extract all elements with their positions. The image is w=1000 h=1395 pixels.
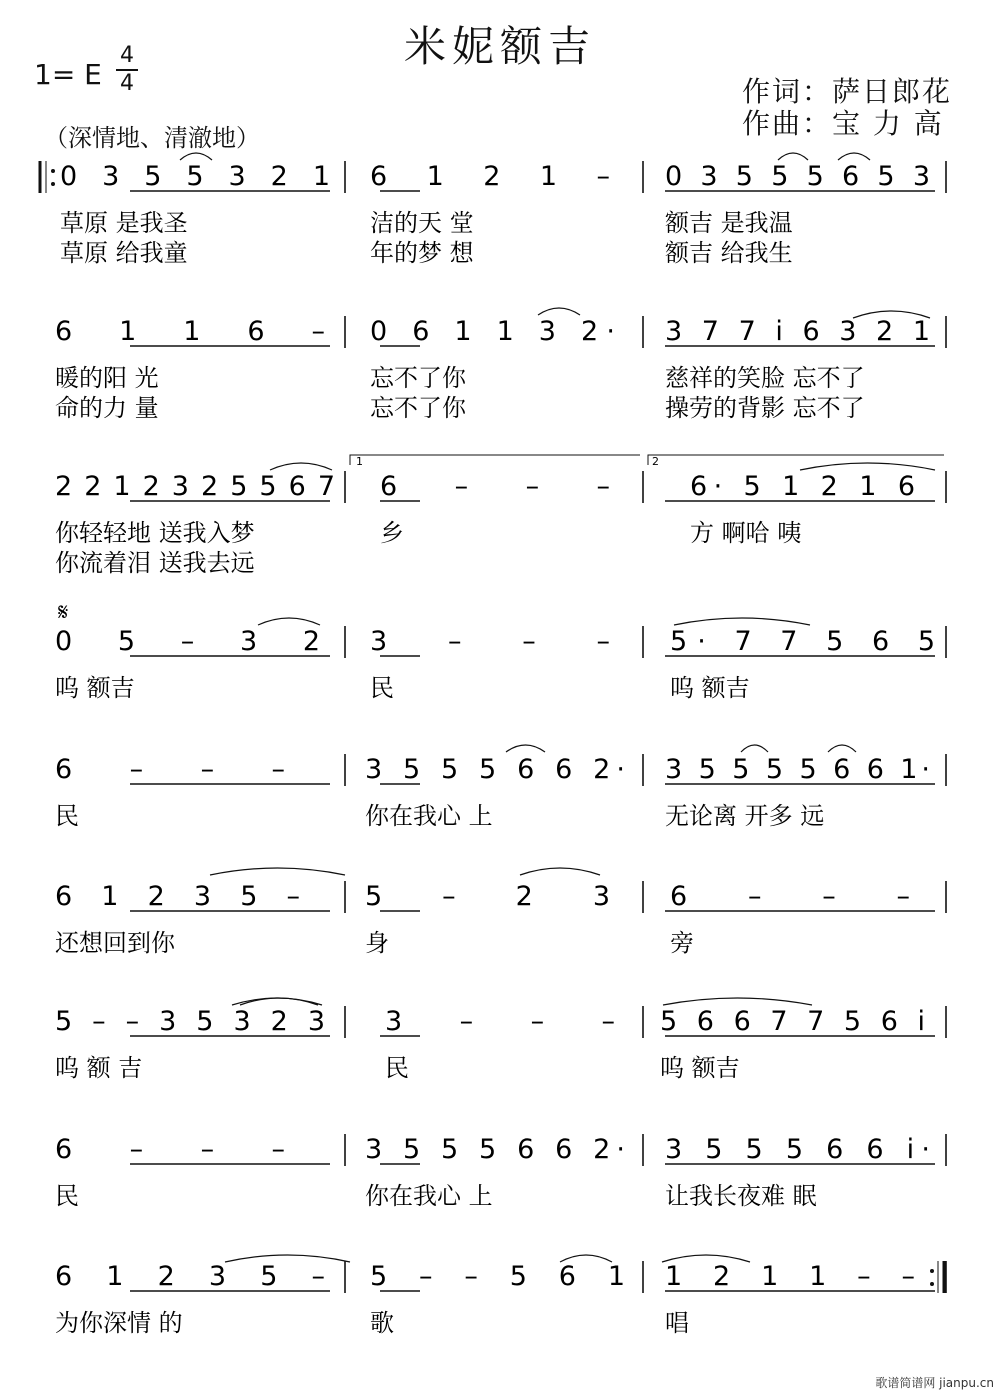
measure-notes: 6 1 2 1 – (370, 161, 610, 192)
lyric-line: 命的力 量 (55, 394, 159, 422)
lyric-line: 身 (365, 929, 389, 957)
lyric-line: 呜 额吉 (660, 1054, 740, 1082)
measure-notes: 0 3 5 5 5 6 5 3 (665, 161, 930, 192)
lyric-line: 乡 (380, 519, 404, 547)
lyric-line: 民 (385, 1054, 409, 1082)
volta-number: 1 (356, 455, 363, 468)
slur (210, 868, 345, 875)
lyric-line: 年的梦 想 (370, 239, 474, 267)
lyric-line: 操劳的背影 忘不了 (665, 394, 865, 422)
measure-notes: 6· 5 1 2 1 6 (690, 471, 915, 502)
measure-notes: 5 – 2 3 (365, 881, 610, 912)
slur (240, 998, 318, 1005)
lyric-line: 额吉 给我生 (665, 239, 793, 267)
slur (778, 153, 808, 160)
repeat-dot (51, 182, 55, 186)
slur (838, 153, 870, 160)
lyric-line: 洁的天 堂 (370, 209, 474, 237)
lyric-line: 为你深情 的 (55, 1309, 183, 1337)
slur (828, 745, 856, 752)
lyric-line: 草原 给我童 (60, 239, 188, 267)
repeat-dot (51, 169, 55, 173)
key-signature: 1= E (34, 58, 102, 91)
slur (180, 153, 212, 160)
time-signature-top: 4 (120, 43, 134, 68)
measure-notes: 6 – – – (670, 881, 910, 912)
song-title: 米妮额吉 (403, 22, 596, 71)
measure-notes: 3 5 5 5 6 6 2· (365, 1134, 625, 1165)
measure-notes: 5· 7 7 5 6 5 (670, 626, 935, 657)
measure-notes: 6 – – – (55, 1134, 285, 1165)
volta-bracket-1 (350, 455, 640, 465)
lyric-line: 让我长夜难 眠 (665, 1182, 817, 1210)
measure-notes: 6 – – – (55, 754, 285, 785)
lyric-line: 你在我心 上 (365, 802, 493, 830)
lyric-line: 额吉 是我温 (665, 209, 793, 237)
measure-notes: 3 5 5 5 6 6 i· (665, 1134, 930, 1165)
slur (741, 745, 768, 752)
lyric-line: 民 (370, 674, 394, 702)
measure-notes: 3 5 5 5 5 6 6 1· (665, 754, 930, 785)
lyric-line: 民 (55, 1182, 79, 1210)
measure-notes: 0 3 5 5 3 2 1 (60, 161, 330, 192)
slur (800, 463, 935, 470)
time-signature-bottom: 4 (120, 71, 134, 96)
lyricist: 作词：萨日郎花 (742, 75, 953, 108)
repeat-dot (930, 1269, 934, 1273)
expression-marking: （深情地、清澈地） (44, 124, 260, 152)
lyric-line: 还想回到你 (55, 929, 175, 957)
lyric-line: 方 啊哈 咦 (690, 519, 802, 547)
lyric-line: 你在我心 上 (365, 1182, 493, 1210)
lyric-line: 忘不了你 (370, 364, 466, 392)
lyric-line: 呜 额吉 (670, 674, 750, 702)
measure-notes: 0 5 – 3 2 (55, 626, 320, 657)
measure-notes: 3 – – – (370, 626, 610, 657)
slur (270, 463, 332, 470)
measure-notes: 6 1 1 6 – (55, 316, 325, 347)
lyric-line: 你轻轻地 送我入梦 (55, 519, 255, 547)
lyric-line: 旁 (670, 929, 694, 957)
volta-number: 2 (652, 455, 659, 468)
measure-notes: 0 6 1 1 3 2· (370, 316, 615, 347)
measure-notes: 5 – – 5 6 1 (370, 1261, 625, 1292)
lyric-line: 民 (55, 802, 79, 830)
lyric-line: 唱 (665, 1309, 689, 1337)
measure-notes: 2 2 1 2 3 2 5 5 6 7 (55, 471, 335, 502)
slur (674, 618, 810, 625)
composer: 作曲：宝 力 高 (742, 107, 944, 140)
lyric-line: 无论离 开多 远 (665, 802, 825, 830)
measure-notes: 3 5 5 5 6 6 2· (365, 754, 625, 785)
measure-notes: 6 – – – (380, 471, 610, 502)
lyric-line: 呜 额 吉 (55, 1054, 143, 1082)
lyric-line: 忘不了你 (370, 394, 466, 422)
slur (506, 745, 545, 752)
lyric-line: 暖的阳 光 (55, 364, 159, 392)
measure-notes: 6 1 2 3 5 – (55, 1261, 325, 1292)
measure-notes: 3 7 7 i 6 3 2 1 (665, 316, 930, 347)
measure-notes: 5 – – 3 5 3 2 3 (55, 1006, 325, 1037)
lyric-line: 歌 (370, 1309, 394, 1337)
lyric-line: 你流着泪 送我去远 (55, 549, 255, 577)
slur (520, 868, 600, 875)
watermark: 歌谱简谱网 jianpu.cn (875, 1376, 994, 1390)
lyric-line: 呜 额吉 (55, 674, 135, 702)
lyric-line: 慈祥的笑脸 忘不了 (665, 364, 865, 392)
measure-notes: 5 6 6 7 7 5 6 i (660, 1006, 925, 1037)
segno-sign: 𝄋 (58, 598, 69, 626)
slur (663, 998, 812, 1005)
volta-bracket-2 (648, 455, 944, 465)
slur (258, 618, 320, 625)
repeat-dot (930, 1282, 934, 1286)
measure-notes: 3 – – – (385, 1006, 615, 1037)
lyric-line: 草原 是我圣 (60, 209, 188, 237)
measure-notes: 6 1 2 3 5 – (55, 881, 300, 912)
measure-notes: 1 2 1 1 – – (665, 1261, 915, 1292)
slur (538, 308, 580, 315)
